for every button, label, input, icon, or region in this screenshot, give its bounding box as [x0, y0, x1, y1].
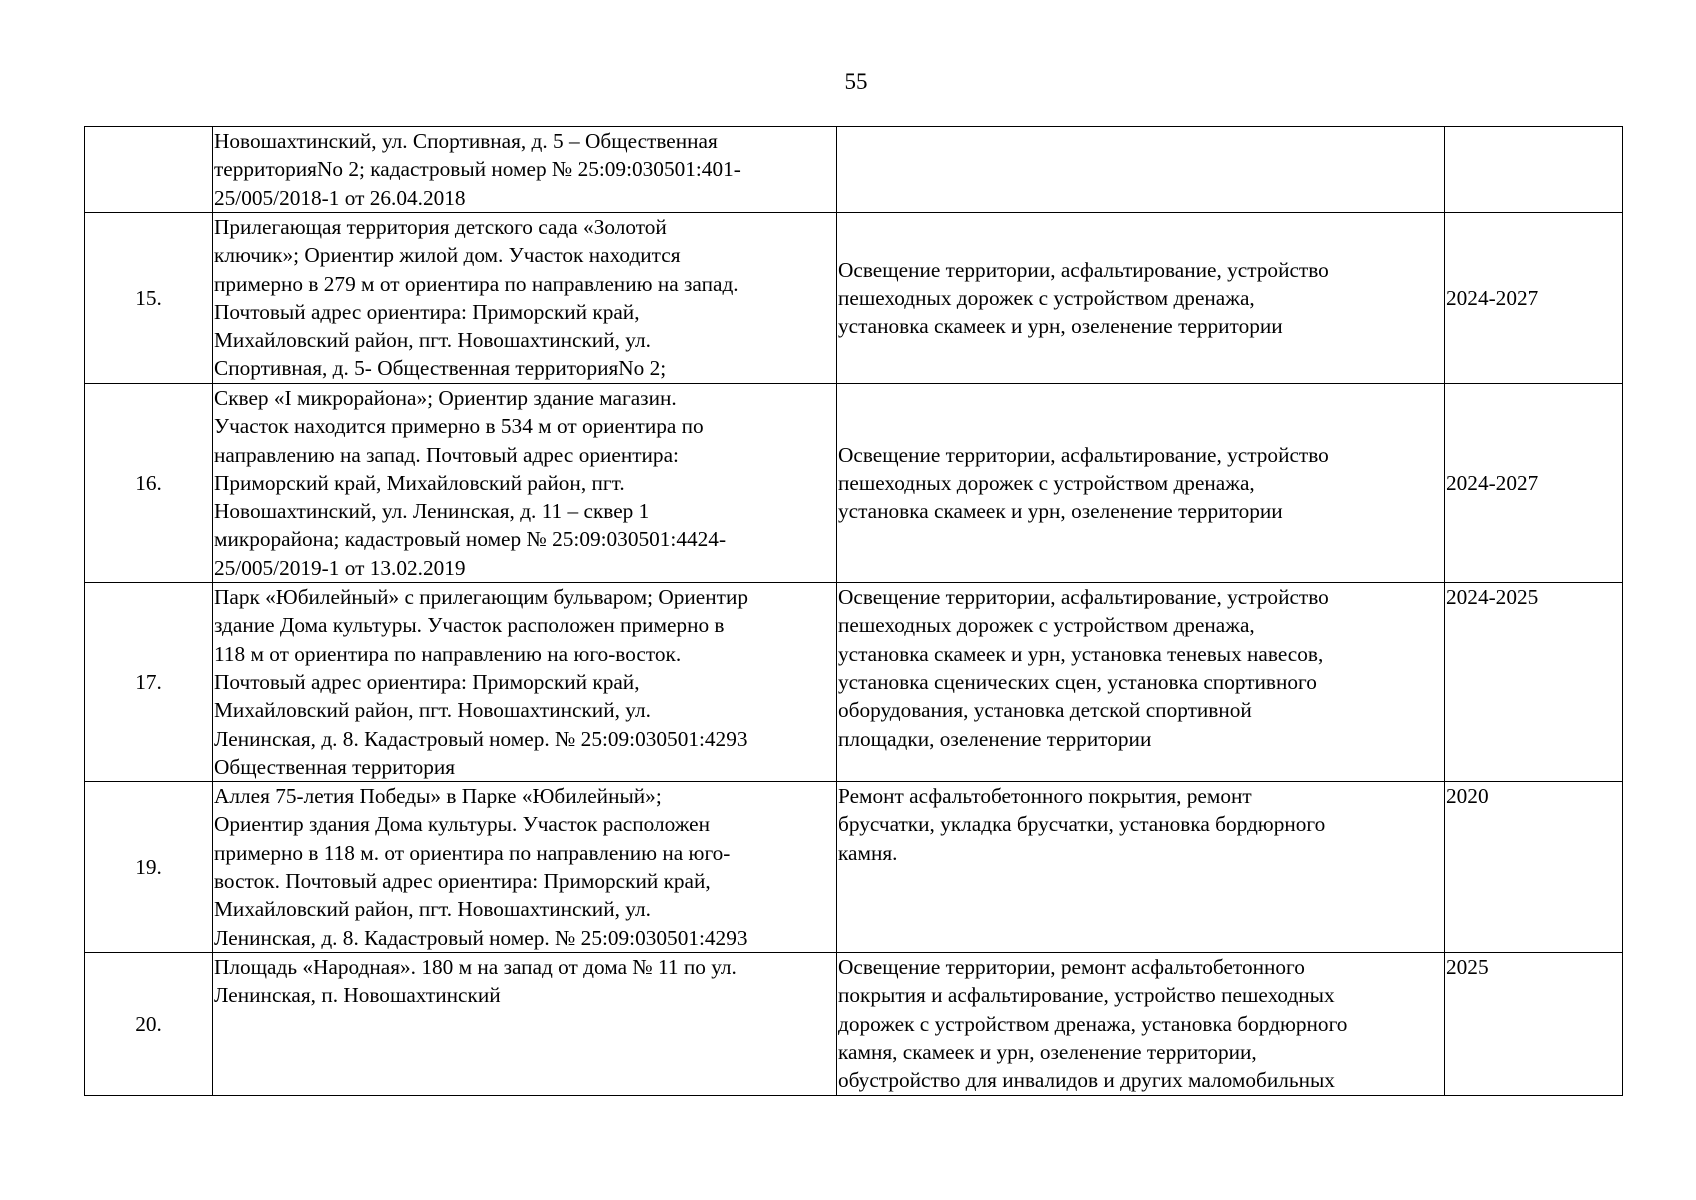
period-cell [1445, 213, 1623, 384]
object-description: Прилегающая территория детского сада «Золотой ключик»; Ориентир жилой дом. Участок находится примерно в 279 м от ориентира по направлению на запад. Почтовый адрес ориентира: Приморский край, Михайловский район, пгт. Новошахтинский, ул. Спортивная, д. 5- Общественная территорияNo 2; [214, 215, 739, 381]
object-cell [213, 213, 837, 384]
page-number: 55 [844, 69, 868, 94]
row-number: 16. [135, 470, 162, 495]
works-description: Освещение территории, ремонт асфальтобетонного покрытия и асфальтирование, устройство пешеходных дорожек с устройством дренажа, установка бордюрного камня, скамеек и урн, озеленение территории, обустройство для инвалидов и других маломобильных [838, 955, 1348, 1093]
works-cell [837, 384, 1445, 583]
table-row [85, 127, 1623, 213]
territory-table [84, 126, 1623, 1096]
object-description: Сквер «I микрорайона»; Ориентир здание магазин. Участок находится примерно в 534 м от ориентира по направлению на запад. Почтовый адрес ориентира: Приморский край, Михайловский район, пгт. Новошахтинский, ул. Ленинская, д. 11 – сквер 1 микрорайона; кадастровый номер № 25:09:030501:4424- 25/005/2019-1 от 13.02.2019 [214, 386, 727, 580]
table-row [85, 384, 1623, 583]
row-number-cell [85, 953, 213, 1095]
works-cell [837, 583, 1445, 782]
works-description: Ремонт асфальтобетонного покрытия, ремонт брусчатки, укладка брусчатки, установка бордюрного камня. [838, 784, 1326, 865]
object-cell [213, 782, 837, 953]
period-cell [1445, 127, 1623, 213]
works-cell [837, 127, 1445, 213]
object-cell [213, 953, 837, 1095]
period-value: 2020 [1446, 784, 1489, 809]
period-cell [1445, 953, 1623, 1095]
period-cell [1445, 384, 1623, 583]
row-number: 15. [135, 285, 162, 310]
row-number-cell [85, 782, 213, 953]
row-number: 19. [135, 855, 162, 879]
object-description: Новошахтинский, ул. Спортивная, д. 5 – Общественная территорияNo 2; кадастровый номер № 25:09:030501:401- 25/005/2018-1 от 26.04.2018 [214, 129, 741, 210]
row-number-cell [85, 583, 213, 782]
object-cell [213, 583, 837, 782]
object-cell [213, 384, 837, 583]
table-row [85, 782, 1623, 953]
period-cell [1445, 782, 1623, 953]
works-cell [837, 782, 1445, 953]
row-number-cell [85, 127, 213, 213]
row-number-cell [85, 213, 213, 384]
period-cell [1445, 583, 1623, 782]
row-number: 20. [135, 1011, 162, 1036]
object-description: Парк «Юбилейный» с прилегающим бульваром; Ориентир здание Дома культуры. Участок расположен примерно в 118 м от ориентира по направлению на юго-восток. Почтовый адрес ориентира: Приморский край, Михайловский район, пгт. Новошахтинский, ул. Ленинская, д. 8. Кадастровый номер. № 25:09:030501:4293 Общественная территория [214, 585, 749, 779]
works-description: Освещение территории, асфальтирование, устройство пешеходных дорожек с устройством дренажа, установка скамеек и урн, озеленение территории [838, 257, 1329, 339]
object-description: Площадь «Народная». 180 м на запад от дома № 11 по ул. Ленинская, п. Новошахтинский [214, 955, 737, 1008]
row-number: 17. [135, 669, 162, 694]
row-number-cell [85, 384, 213, 583]
period-value: 2025 [1446, 955, 1489, 980]
period-value: 2024-2025 [1446, 585, 1539, 610]
works-cell [837, 953, 1445, 1095]
table-row [85, 583, 1623, 782]
object-cell [213, 127, 837, 213]
works-description: Освещение территории, асфальтирование, устройство пешеходных дорожек с устройством дренажа, установка скамеек и урн, установка теневых навесов, установка сценических сцен, установка спортивного оборудования, установка детской спортивной площадки, озеленение территории [838, 585, 1329, 751]
table-row [85, 953, 1623, 1095]
period-value: 2024-2027 [1446, 470, 1539, 495]
works-cell [837, 213, 1445, 384]
object-description: Аллея 75-летия Победы» в Парке «Юбилейный»; Ориентир здания Дома культуры. Участок расположен примерно в 118 м. от ориентира по направлению на юго- восток. Почтовый адрес ориентира: Приморский край, Михайловский район, пгт. Новошахтинский, ул. Ленинская, д. 8. Кадастровый номер. № 25:09:030501:4293 [214, 784, 748, 950]
period-value: 2024-2027 [1446, 285, 1539, 310]
table-row [85, 213, 1623, 384]
works-description: Освещение территории, асфальтирование, устройство пешеходных дорожек с устройством дренажа, установка скамеек и урн, озеленение территории [838, 442, 1329, 524]
